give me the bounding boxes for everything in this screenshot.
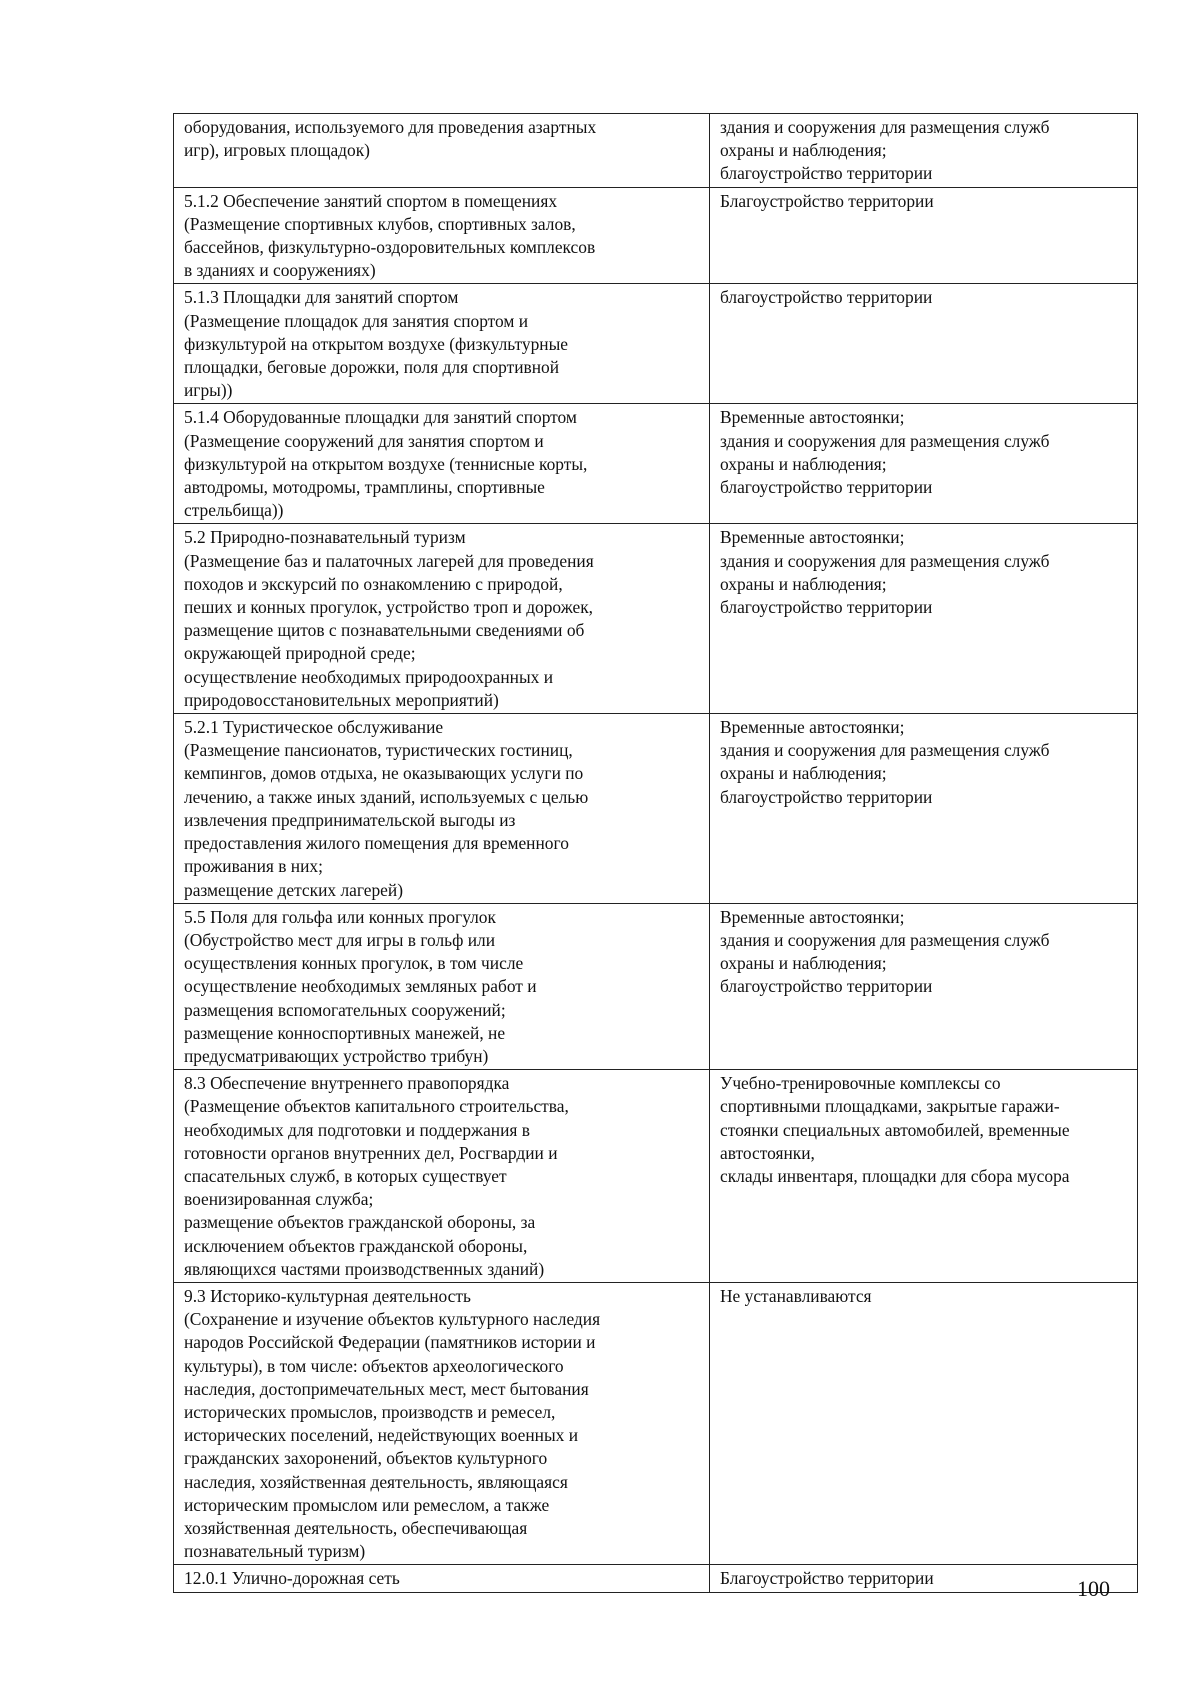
text-line: военизированная служба;	[184, 1189, 374, 1210]
text-line: окружающей природной среде;	[184, 643, 416, 664]
text-line: 5.2 Природно-познавательный туризм	[184, 527, 466, 548]
text-line: предоставления жилого помещения для временного	[184, 833, 569, 854]
text-line: здания и сооружения для размещения служб	[720, 740, 1050, 761]
text-line: (Размещение баз и палаточных лагерей для проведения	[184, 550, 594, 571]
use-type-cell	[174, 114, 710, 188]
permitted-use-cell	[710, 524, 1138, 714]
text-line: осуществление необходимых земляных работ и	[184, 976, 537, 997]
text-line: автостоянки,	[720, 1142, 815, 1163]
permitted-use-cell	[710, 1070, 1138, 1283]
text-line: здания и сооружения для размещения служб	[720, 929, 1050, 950]
permitted-use-cell	[710, 1565, 1138, 1592]
text-line: бассейнов, физкультурно-оздоровительных комплексов	[184, 237, 596, 258]
use-type-cell	[174, 714, 710, 904]
text-line: 12.0.1 Улично-дорожная сеть	[184, 1568, 400, 1589]
text-line: хозяйственная деятельность, обеспечивающая	[184, 1517, 528, 1538]
text-line: необходимых для подготовки и поддержания в	[184, 1119, 530, 1140]
text-line: 8.3 Обеспечение внутреннего правопорядка	[184, 1073, 510, 1094]
text-line: наследия, хозяйственная деятельность, являющаяся	[184, 1471, 568, 1492]
use-type-cell	[174, 903, 710, 1069]
text-line: историческим промыслом или ремеслом, а также	[184, 1494, 550, 1515]
text-line: 9.3 Историко-культурная деятельность	[184, 1285, 471, 1306]
text-line: спасательных служб, в которых существует	[184, 1165, 507, 1186]
text-line: народов Российской Федерации (памятников истории и	[184, 1332, 596, 1353]
text-line: площадки, беговые дорожки, поля для спортивной	[184, 357, 560, 378]
text-line: (Размещение площадок для занятия спортом и	[184, 310, 529, 331]
text-line: исторических поселений, недействующих военных и	[184, 1425, 579, 1446]
table-row	[174, 1565, 1138, 1592]
use-type-cell	[174, 1070, 710, 1283]
text-line: Благоустройство территории	[720, 1568, 934, 1589]
text-line: 5.2.1 Туристическое обслуживание	[184, 717, 444, 738]
text-line: предусматривающих устройство трибун)	[184, 1045, 489, 1066]
text-line: 5.1.4 Оборудованные площадки для занятий спортом	[184, 407, 577, 428]
permitted-use-cell	[710, 903, 1138, 1069]
text-line: здания и сооружения для размещения служб	[720, 117, 1050, 137]
text-line: размещение щитов с познавательными сведениями об	[184, 620, 585, 641]
table-row	[174, 524, 1138, 714]
text-line: игр), игровых площадок)	[184, 140, 370, 161]
text-line: склады инвентаря, площадки для сбора мусора	[720, 1165, 1070, 1186]
table-row	[174, 187, 1138, 284]
page-number: 100	[1077, 1576, 1110, 1601]
text-line: размещение детских лагерей)	[184, 879, 403, 900]
text-line: наследия, достопримечательных мест, мест бытования	[184, 1378, 589, 1399]
text-line: охраны и наблюдения;	[720, 953, 887, 974]
text-line: охраны и наблюдения;	[720, 140, 887, 161]
text-line: извлечения предпринимательской выгоды из	[184, 809, 516, 830]
text-line: Учебно-тренировочные комплексы со	[720, 1073, 1001, 1094]
permitted-use-cell	[710, 187, 1138, 284]
text-line: Не устанавливаются	[720, 1285, 872, 1306]
table-row	[174, 714, 1138, 904]
text-line: охраны и наблюдения;	[720, 453, 887, 474]
text-line: здания и сооружения для размещения служб	[720, 430, 1050, 451]
text-line: проживания в них;	[184, 856, 323, 877]
text-line: физкультурой на открытом воздухе (теннисные корты,	[184, 453, 588, 474]
text-line: 5.5 Поля для гольфа или конных прогулок	[184, 906, 496, 927]
use-type-cell	[174, 187, 710, 284]
table-row	[174, 114, 1138, 188]
text-line: автодромы, мотодромы, трамплины, спортивные	[184, 477, 545, 498]
land-use-table	[173, 113, 1138, 1593]
text-line: (Размещение объектов капитального строительства,	[184, 1096, 569, 1117]
text-line: в зданиях и сооружениях)	[184, 260, 376, 281]
text-line: исключением объектов гражданской обороны,	[184, 1235, 528, 1256]
text-line: осуществление необходимых природоохранных и	[184, 666, 554, 687]
text-line: физкультурой на открытом воздухе (физкультурные	[184, 333, 568, 354]
text-line: 5.1.3 Площадки для занятий спортом	[184, 287, 459, 308]
text-line: Временные автостоянки;	[720, 407, 905, 428]
permitted-use-cell	[710, 284, 1138, 404]
use-type-cell	[174, 1565, 710, 1592]
text-line: оборудования, используемого для проведения азартных	[184, 117, 597, 137]
text-line: готовности органов внутренних дел, Росгвардии и	[184, 1142, 558, 1163]
table-row	[174, 1070, 1138, 1283]
text-line: Временные автостоянки;	[720, 527, 905, 548]
text-line: природовосстановительных мероприятий)	[184, 689, 499, 710]
text-line: 5.1.2 Обеспечение занятий спортом в помещениях	[184, 190, 558, 211]
table-row	[174, 903, 1138, 1069]
text-line: игры))	[184, 380, 233, 401]
use-type-cell	[174, 1282, 710, 1564]
table-row	[174, 1282, 1138, 1564]
permitted-use-cell	[710, 1282, 1138, 1564]
text-line: (Размещение пансионатов, туристических гостиниц,	[184, 740, 573, 761]
text-line: благоустройство территории	[720, 976, 933, 997]
text-line: благоустройство территории	[720, 786, 933, 807]
permitted-use-cell	[710, 114, 1138, 188]
text-line: (Обустройство мест для игры в гольф или	[184, 929, 496, 950]
permitted-use-cell	[710, 404, 1138, 524]
text-line: размещение объектов гражданской обороны, за	[184, 1212, 536, 1233]
table-row	[174, 284, 1138, 404]
text-line: спортивными площадками, закрытые гаражи-	[720, 1096, 1060, 1117]
text-line: Временные автостоянки;	[720, 906, 905, 927]
text-line: познавательный туризм)	[184, 1541, 366, 1562]
text-line: размещение конноспортивных манежей, не	[184, 1022, 506, 1043]
text-line: благоустройство территории	[720, 287, 933, 308]
text-line: культуры), в том числе: объектов археологического	[184, 1355, 564, 1376]
permitted-use-cell	[710, 714, 1138, 904]
use-type-cell	[174, 404, 710, 524]
text-line: являющихся частями производственных зданий)	[184, 1258, 545, 1279]
use-type-cell	[174, 524, 710, 714]
text-line: охраны и наблюдения;	[720, 763, 887, 784]
text-line: гражданских захоронений, объектов культурного	[184, 1448, 548, 1469]
text-line: размещения вспомогательных сооружений;	[184, 999, 506, 1020]
text-line: лечению, а также иных зданий, используемых с целью	[184, 786, 589, 807]
text-line: стоянки специальных автомобилей, временные	[720, 1119, 1070, 1140]
text-line: осуществления конных прогулок, в том числе	[184, 953, 524, 974]
text-line: благоустройство территории	[720, 163, 933, 184]
text-line: (Размещение спортивных клубов, спортивных залов,	[184, 213, 576, 234]
text-line: кемпингов, домов отдыха, не оказывающих услуги по	[184, 763, 584, 784]
text-line: стрельбища))	[184, 500, 284, 521]
text-line: благоустройство территории	[720, 597, 933, 618]
text-line: охраны и наблюдения;	[720, 573, 887, 594]
text-line: Благоустройство территории	[720, 190, 934, 211]
text-line: здания и сооружения для размещения служб	[720, 550, 1050, 571]
text-line: Временные автостоянки;	[720, 717, 905, 738]
table-body	[174, 114, 1138, 1593]
table-row	[174, 404, 1138, 524]
text-line: (Размещение сооружений для занятия спортом и	[184, 430, 544, 451]
text-line: (Сохранение и изучение объектов культурного наследия	[184, 1309, 601, 1330]
text-line: благоустройство территории	[720, 477, 933, 498]
text-line: пеших и конных прогулок, устройство троп и дорожек,	[184, 597, 593, 618]
text-line: исторических промыслов, производств и ремесел,	[184, 1401, 556, 1422]
text-line: походов и экскурсий по ознакомлению с природой,	[184, 573, 563, 594]
use-type-cell	[174, 284, 710, 404]
